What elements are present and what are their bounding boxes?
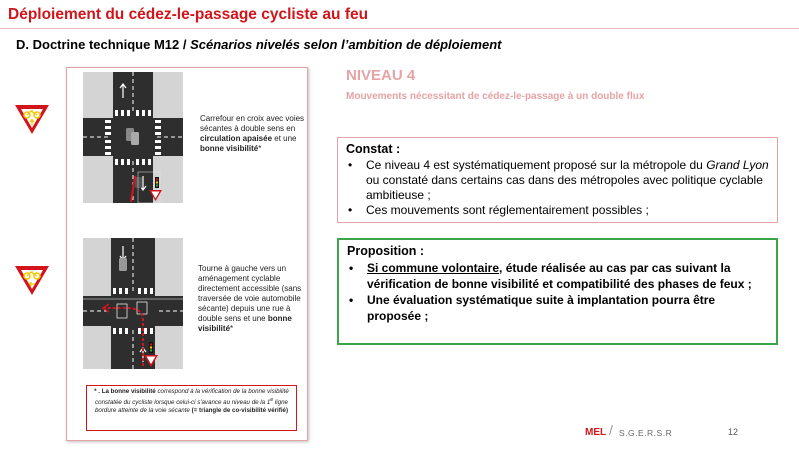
proposition-list: [347, 260, 768, 324]
constat-list: [346, 158, 769, 218]
list-item: • Ce niveau 4 est systématiquement proposé sur la métropole du Grand Lyon ou constaté dans certains cas dans des métropoles avec politique cyclable ambitieuse ;: [346, 158, 769, 203]
level-subtitle: Mouvements nécessitant de cédez-le-passage à un double flux: [346, 91, 645, 102]
slide-title: Déploiement du cédez-le-passage cycliste au feu: [8, 6, 369, 23]
slide-subtitle: [16, 37, 501, 52]
cycle-yield-sign-icon: [13, 102, 51, 136]
constat-box: [337, 137, 778, 223]
footer-department: S.G.E.R.S.R: [619, 428, 673, 438]
list-item: • Ces mouvements sont réglementairement possibles ;: [346, 203, 769, 218]
subtitle-prefix: D. Doctrine technique M12 /: [16, 37, 191, 52]
cycle-yield-sign-icon: [13, 263, 51, 297]
title-divider: [0, 28, 799, 29]
list-item: • Une évaluation systématique suite à implantation pourra être proposée ;: [347, 292, 768, 324]
list-item: • Si commune volontaire, étude réalisée au cas par cas suivant la vérification de bonne visibilité et compatibilité des phases de feux ;: [347, 260, 768, 292]
proposition-box: [337, 238, 778, 345]
mel-logo: MEL: [585, 427, 607, 438]
footer-separator: /: [609, 422, 613, 438]
constat-heading: Constat :: [346, 142, 401, 156]
level-title: NIVEAU 4: [346, 67, 416, 84]
subtitle-italic: Scénarios nivelés selon l’ambition de déploiement: [190, 37, 502, 52]
proposition-heading: Proposition :: [347, 244, 425, 258]
left-turn-caption: Tourne à gauche vers un aménagement cyclable directement accessible (sans traversée de voie automobile sécante) depuis une rue à double sens et une bonne visibilité*: [198, 264, 302, 333]
visibility-footnote: * . La bonne visibilité correspond à la vérification de la bonne visibilité constatée du cycliste lorsque celui-ci s'avance au niveau de la 1e ligne bordure atteinte de la voie sécante (= triangle de co-visibilité vérifié): [86, 385, 297, 431]
page-number: 12: [728, 427, 739, 437]
crossroads-diagram: [83, 72, 183, 203]
crossroads-caption: Carrefour en croix avec voies sécantes à double sens en circulation apaisée et une bonne visibilité*: [200, 114, 305, 153]
left-turn-diagram: [83, 238, 183, 369]
